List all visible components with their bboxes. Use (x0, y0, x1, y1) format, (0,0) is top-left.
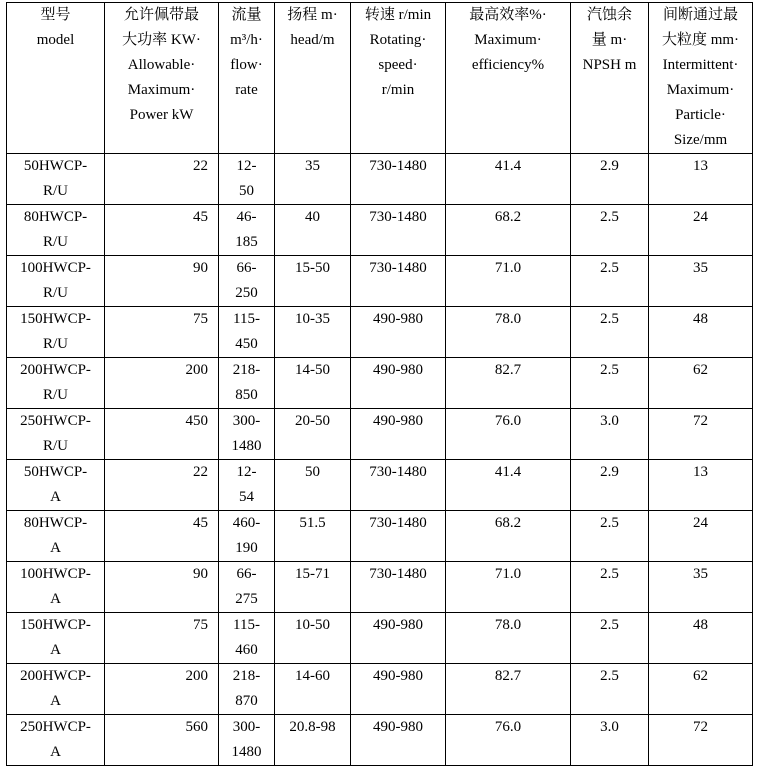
cell-model-line: 200HWCP- (20, 362, 91, 378)
cell-head-value: 15-71 (295, 566, 330, 582)
cell-flow-line: 66- (236, 566, 257, 582)
cell-particle (649, 715, 753, 766)
header-line: Intermittent· (662, 57, 739, 73)
cell-model-line: 100HWCP- (20, 566, 91, 582)
cell-flow-line: 12- (236, 464, 257, 480)
cell-efficiency-value: 82.7 (494, 668, 522, 684)
cell-flow-line: 250 (235, 285, 258, 301)
cell-model-line: 250HWCP- (20, 413, 91, 429)
cell-power-value: 200 (185, 362, 208, 378)
cell-power-value: 90 (193, 566, 208, 582)
cell-npsh (571, 307, 649, 358)
cell-head-value: 14-60 (295, 668, 330, 684)
cell-model-line: A (50, 693, 61, 709)
cell-power (105, 154, 219, 205)
cell-flow-line: 115- (233, 617, 260, 633)
cell-model-line: 50HWCP- (23, 464, 88, 480)
header-line: Particle· (675, 107, 726, 123)
table-row (7, 460, 753, 511)
cell-efficiency-value: 76.0 (494, 413, 522, 429)
cell-efficiency-value: 76.0 (494, 719, 522, 735)
cell-efficiency (446, 154, 571, 205)
header-line: r/min (381, 82, 415, 98)
cell-power (105, 511, 219, 562)
cell-particle (649, 358, 753, 409)
header-speed (351, 3, 446, 154)
cell-head-value: 51.5 (299, 515, 326, 531)
cell-model-line: 80HWCP- (23, 209, 88, 225)
cell-model-line: A (50, 489, 61, 505)
cell-npsh-value: 3.0 (600, 719, 619, 735)
cell-efficiency (446, 715, 571, 766)
cell-flow-line: 1480 (231, 744, 262, 760)
cell-model (7, 409, 105, 460)
cell-power-value: 22 (193, 464, 208, 480)
cell-particle-value: 72 (693, 413, 708, 429)
cell-particle (649, 511, 753, 562)
cell-particle-value: 72 (693, 719, 708, 735)
cell-npsh (571, 205, 649, 256)
cell-power (105, 307, 219, 358)
cell-power-value: 90 (193, 260, 208, 276)
cell-speed (351, 562, 446, 613)
cell-efficiency-value: 71.0 (494, 260, 522, 276)
cell-head (275, 307, 351, 358)
cell-model-line: 150HWCP- (20, 311, 91, 327)
cell-npsh-value: 2.5 (600, 668, 619, 684)
cell-model (7, 613, 105, 664)
cell-head (275, 358, 351, 409)
table-row (7, 715, 753, 766)
cell-head-value: 20.8-98 (289, 719, 336, 735)
cell-particle (649, 562, 753, 613)
cell-efficiency-value: 71.0 (494, 566, 522, 582)
cell-speed-value: 730-1480 (369, 209, 427, 225)
cell-efficiency (446, 307, 571, 358)
cell-particle-value: 48 (693, 311, 708, 327)
cell-flow (219, 205, 275, 256)
cell-power-value: 75 (193, 311, 208, 327)
cell-power (105, 715, 219, 766)
cell-head (275, 256, 351, 307)
cell-power (105, 358, 219, 409)
cell-npsh-value: 2.5 (600, 311, 619, 327)
cell-flow (219, 307, 275, 358)
cell-particle-value: 24 (693, 515, 708, 531)
cell-speed-value: 730-1480 (369, 515, 427, 531)
cell-speed (351, 307, 446, 358)
cell-model-line: R/U (42, 234, 68, 250)
header-line: speed· (378, 57, 418, 73)
cell-head (275, 664, 351, 715)
cell-model-line: A (50, 642, 61, 658)
cell-power (105, 613, 219, 664)
cell-power-value: 45 (193, 209, 208, 225)
cell-particle-value: 35 (693, 260, 708, 276)
header-efficiency (446, 3, 571, 154)
cell-npsh-value: 2.5 (600, 566, 619, 582)
cell-head-value: 10-50 (295, 617, 330, 633)
header-line: 量 m· (591, 32, 628, 48)
cell-flow-line: 218- (232, 362, 261, 378)
cell-power (105, 256, 219, 307)
cell-head-value: 50 (305, 464, 320, 480)
cell-npsh (571, 715, 649, 766)
cell-flow-line: 1480 (231, 438, 262, 454)
cell-particle-value: 62 (693, 362, 708, 378)
cell-particle-value: 35 (693, 566, 708, 582)
cell-flow-line: 450 (235, 336, 258, 352)
cell-particle-value: 62 (693, 668, 708, 684)
header-npsh (571, 3, 649, 154)
cell-flow (219, 715, 275, 766)
header-flow (219, 3, 275, 154)
cell-head-value: 20-50 (295, 413, 330, 429)
cell-head (275, 460, 351, 511)
cell-model (7, 715, 105, 766)
header-row (7, 3, 753, 154)
cell-flow-line: 460 (235, 642, 258, 658)
cell-flow-line: 46- (236, 209, 257, 225)
cell-flow-line: 275 (235, 591, 258, 607)
cell-npsh (571, 460, 649, 511)
cell-efficiency-value: 41.4 (494, 464, 522, 480)
cell-speed (351, 256, 446, 307)
cell-flow (219, 409, 275, 460)
cell-flow-line: 870 (235, 693, 258, 709)
cell-power (105, 205, 219, 256)
cell-efficiency (446, 409, 571, 460)
table-row (7, 307, 753, 358)
table-row (7, 511, 753, 562)
cell-head (275, 205, 351, 256)
cell-speed (351, 460, 446, 511)
header-line: 型号 (40, 7, 71, 23)
cell-particle-value: 13 (693, 464, 708, 480)
header-model (7, 3, 105, 154)
header-line: Maximum· (474, 32, 542, 48)
cell-head (275, 511, 351, 562)
header-line: 间断通过最 (662, 7, 738, 23)
cell-model-line: 250HWCP- (20, 719, 91, 735)
cell-power-value: 75 (193, 617, 208, 633)
header-line: efficiency% (471, 57, 545, 73)
cell-npsh (571, 256, 649, 307)
header-line: 大粒度 mm· (661, 32, 740, 48)
cell-model-line: R/U (42, 183, 68, 199)
cell-npsh-value: 3.0 (600, 413, 619, 429)
cell-efficiency (446, 664, 571, 715)
header-line: Rotating· (369, 32, 427, 48)
header-particle (649, 3, 753, 154)
cell-flow (219, 154, 275, 205)
cell-efficiency (446, 358, 571, 409)
cell-efficiency (446, 460, 571, 511)
cell-model (7, 358, 105, 409)
cell-model (7, 154, 105, 205)
cell-model-line: 200HWCP- (20, 668, 91, 684)
cell-particle (649, 256, 753, 307)
cell-npsh (571, 511, 649, 562)
cell-efficiency (446, 613, 571, 664)
cell-speed-value: 490-980 (373, 362, 423, 378)
cell-flow-line: 460- (232, 515, 261, 531)
cell-model-line: 50HWCP- (23, 158, 88, 174)
header-power (105, 3, 219, 154)
table-row (7, 613, 753, 664)
cell-power (105, 409, 219, 460)
header-line: 汽蚀余 (586, 7, 632, 23)
cell-model-line: 80HWCP- (23, 515, 88, 531)
header-line: model (36, 32, 75, 48)
cell-speed-value: 490-980 (373, 617, 423, 633)
cell-model (7, 205, 105, 256)
header-line: rate (235, 82, 258, 98)
cell-efficiency (446, 562, 571, 613)
cell-npsh (571, 613, 649, 664)
cell-flow-line: 218- (232, 668, 261, 684)
cell-speed-value: 730-1480 (369, 566, 427, 582)
cell-model-line: R/U (42, 285, 68, 301)
cell-particle-value: 13 (693, 158, 708, 174)
cell-npsh-value: 2.9 (600, 158, 619, 174)
cell-model-line: A (50, 540, 61, 556)
cell-efficiency-value: 68.2 (494, 515, 522, 531)
cell-power (105, 664, 219, 715)
table-row (7, 205, 753, 256)
cell-flow (219, 511, 275, 562)
cell-power-value: 45 (193, 515, 208, 531)
cell-speed-value: 730-1480 (369, 260, 427, 276)
table-row (7, 664, 753, 715)
cell-model-line: R/U (42, 336, 68, 352)
cell-model (7, 511, 105, 562)
cell-efficiency (446, 205, 571, 256)
cell-flow-line: 54 (239, 489, 254, 505)
cell-flow-line: 300- (232, 413, 261, 429)
cell-power-value: 22 (193, 158, 208, 174)
cell-head (275, 409, 351, 460)
header-line: m³/h· (230, 32, 263, 48)
cell-head (275, 613, 351, 664)
cell-particle (649, 205, 753, 256)
header-line: Power kW (129, 107, 194, 123)
table-row (7, 154, 753, 205)
cell-speed (351, 205, 446, 256)
header-line: Size/mm (673, 132, 728, 148)
cell-flow (219, 256, 275, 307)
cell-speed-value: 490-980 (373, 311, 423, 327)
cell-model (7, 307, 105, 358)
cell-head-value: 15-50 (295, 260, 330, 276)
header-line: Allowable· (127, 57, 196, 73)
cell-speed (351, 613, 446, 664)
cell-speed (351, 409, 446, 460)
table-row (7, 409, 753, 460)
cell-npsh (571, 664, 649, 715)
cell-efficiency (446, 511, 571, 562)
cell-particle (649, 664, 753, 715)
cell-model (7, 460, 105, 511)
cell-model-line: 100HWCP- (20, 260, 91, 276)
cell-head-value: 35 (305, 158, 320, 174)
table-row (7, 358, 753, 409)
cell-flow-line: 115- (233, 311, 260, 327)
cell-efficiency-value: 78.0 (494, 617, 522, 633)
cell-power (105, 562, 219, 613)
cell-power-value: 450 (185, 413, 208, 429)
header-line: 流量 (231, 7, 262, 23)
cell-head (275, 715, 351, 766)
cell-head-value: 10-35 (295, 311, 330, 327)
cell-model (7, 256, 105, 307)
cell-npsh (571, 409, 649, 460)
header-head (275, 3, 351, 154)
header-line: 允许佩带最 (123, 7, 199, 23)
cell-flow-line: 50 (239, 183, 254, 199)
cell-npsh-value: 2.5 (600, 260, 619, 276)
cell-model-line: R/U (42, 387, 68, 403)
header-line: Maximum· (666, 82, 735, 98)
cell-model (7, 562, 105, 613)
cell-flow (219, 358, 275, 409)
cell-npsh (571, 154, 649, 205)
cell-particle (649, 460, 753, 511)
cell-speed (351, 154, 446, 205)
cell-speed (351, 664, 446, 715)
cell-particle-value: 48 (693, 617, 708, 633)
cell-model-line: A (50, 591, 61, 607)
table-row (7, 256, 753, 307)
cell-speed (351, 511, 446, 562)
cell-speed-value: 490-980 (373, 668, 423, 684)
cell-flow-line: 66- (236, 260, 257, 276)
cell-flow (219, 562, 275, 613)
cell-head-value: 14-50 (295, 362, 330, 378)
cell-model-line: A (50, 744, 61, 760)
cell-efficiency-value: 82.7 (494, 362, 522, 378)
cell-speed (351, 358, 446, 409)
cell-flow-line: 850 (235, 387, 258, 403)
cell-npsh-value: 2.5 (600, 617, 619, 633)
cell-speed-value: 490-980 (373, 413, 423, 429)
table-row (7, 562, 753, 613)
cell-flow (219, 460, 275, 511)
cell-model-line: R/U (42, 438, 68, 454)
cell-particle (649, 307, 753, 358)
cell-efficiency-value: 41.4 (494, 158, 522, 174)
cell-speed-value: 730-1480 (369, 158, 427, 174)
cell-flow (219, 613, 275, 664)
header-line: flow· (230, 57, 263, 73)
cell-npsh-value: 2.5 (600, 515, 619, 531)
header-line: Maximum· (127, 82, 196, 98)
cell-particle (649, 613, 753, 664)
cell-model-line: 150HWCP- (20, 617, 91, 633)
header-line: 扬程 m· (287, 7, 338, 23)
header-line: head/m (290, 32, 335, 48)
cell-particle (649, 154, 753, 205)
table-body (7, 154, 753, 766)
cell-flow-line: 190 (235, 540, 258, 556)
cell-speed-value: 730-1480 (369, 464, 427, 480)
cell-power-value: 200 (185, 668, 208, 684)
header-line: 最高效率%· (469, 7, 547, 23)
cell-efficiency-value: 78.0 (494, 311, 522, 327)
header-line: NPSH m (582, 57, 637, 73)
cell-flow-line: 185 (235, 234, 258, 250)
cell-npsh (571, 358, 649, 409)
cell-flow-line: 12- (236, 158, 257, 174)
cell-npsh-value: 2.9 (600, 464, 619, 480)
cell-head (275, 154, 351, 205)
cell-speed-value: 490-980 (373, 719, 423, 735)
header-line: 转速 r/min (364, 7, 432, 23)
cell-head-value: 40 (305, 209, 320, 225)
cell-flow-line: 300- (232, 719, 261, 735)
cell-model (7, 664, 105, 715)
cell-npsh-value: 2.5 (600, 209, 619, 225)
cell-speed (351, 715, 446, 766)
cell-power (105, 460, 219, 511)
cell-efficiency (446, 256, 571, 307)
cell-efficiency-value: 68.2 (494, 209, 522, 225)
pump-spec-table (6, 2, 753, 766)
header-line: 大功率 KW· (122, 32, 201, 48)
cell-particle-value: 24 (693, 209, 708, 225)
cell-flow (219, 664, 275, 715)
cell-power-value: 560 (185, 719, 208, 735)
cell-particle (649, 409, 753, 460)
cell-npsh-value: 2.5 (600, 362, 619, 378)
cell-npsh (571, 562, 649, 613)
cell-head (275, 562, 351, 613)
